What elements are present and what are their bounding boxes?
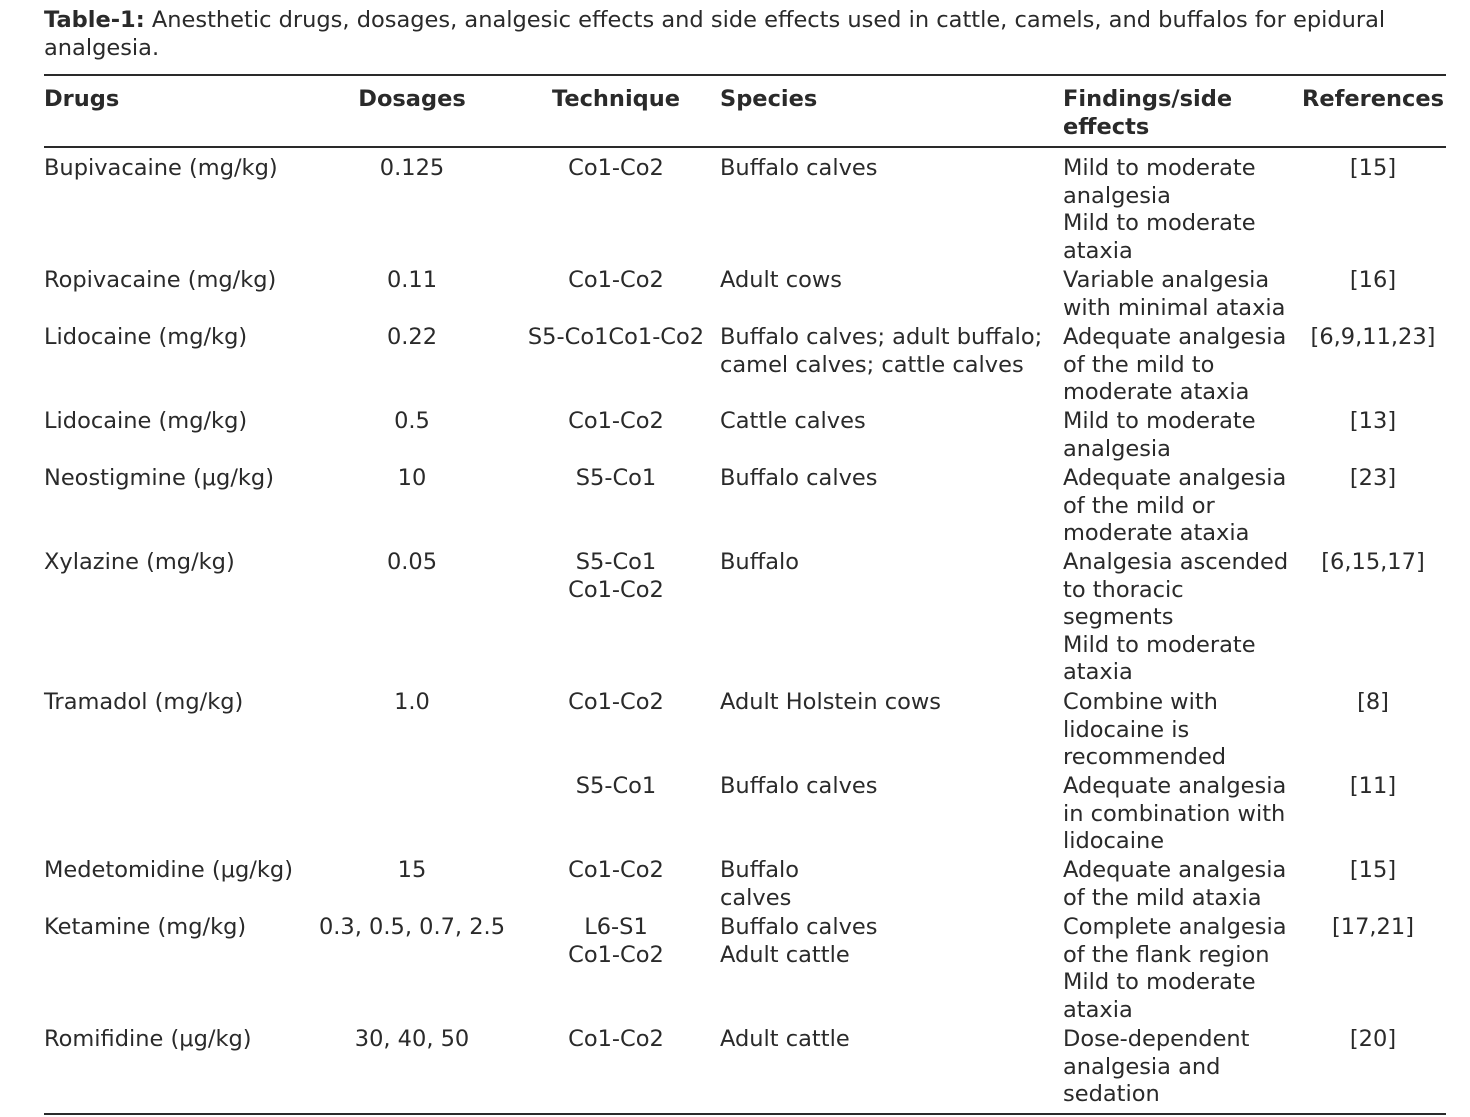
cell-species: Adult cows — [720, 267, 843, 293]
cell-reference: [15] — [1349, 155, 1397, 181]
cell-technique: Co1-Co2 — [568, 267, 664, 293]
cell-technique: Co1-Co2 — [568, 857, 664, 883]
cell-species: Buffalo calves — [720, 155, 878, 181]
cell-reference: [17,21] — [1332, 914, 1414, 940]
table-caption — [44, 6, 1444, 62]
cell-findings: Mild to moderate analgesia — [1063, 408, 1256, 462]
top-rule — [44, 74, 1446, 76]
header-references: References — [1302, 86, 1444, 112]
cell-drug: Medetomidine (μg/kg) — [44, 857, 293, 883]
cell-dosage: 0.3, 0.5, 0.7, 2.5 — [318, 914, 506, 940]
cell-species: Buffalo calves; adult buffalo; camel calves; cattle calves — [720, 324, 1043, 378]
cell-reference: [8] — [1357, 689, 1389, 715]
cell-findings: Dose-dependent analgesia and sedation — [1063, 1026, 1250, 1108]
cell-dosage: 30, 40, 50 — [354, 1026, 470, 1052]
cell-species: Buffalo calves — [720, 773, 878, 799]
cell-drug: Neostigmine (μg/kg) — [44, 465, 274, 491]
cell-reference: [6,9,11,23] — [1310, 324, 1436, 350]
header-technique: Technique — [551, 86, 681, 112]
cell-dosage: 0.11 — [386, 267, 438, 293]
cell-dosage: 10 — [397, 465, 427, 491]
bottom-rule — [44, 1113, 1446, 1115]
cell-technique: S5-Co1 — [575, 773, 657, 799]
cell-drug: Lidocaine (mg/kg) — [44, 408, 248, 434]
cell-technique: S5-Co1 Co1-Co2 — [568, 549, 664, 603]
cell-findings: Adequate analgesia of the mild to moderate ataxia — [1063, 324, 1287, 406]
cell-findings: Mild to moderate analgesia Mild to moderate ataxia — [1063, 155, 1256, 264]
cell-reference: [15] — [1349, 857, 1397, 883]
caption-text: Anesthetic drugs, dosages, analgesic effects and side effects used in cattle, camels, and buffalos for epidural analgesia. — [44, 7, 1386, 61]
cell-drug: Romifidine (μg/kg) — [44, 1026, 252, 1052]
cell-dosage: 0.125 — [379, 155, 445, 181]
cell-technique: Co1-Co2 — [568, 408, 664, 434]
header-species: Species — [720, 86, 818, 112]
caption-label: Table-1: — [44, 7, 145, 33]
cell-technique: S5-Co1Co1-Co2 — [527, 324, 705, 350]
cell-reference: [13] — [1349, 408, 1397, 434]
cell-species: Buffalo calves — [720, 857, 800, 911]
cell-findings: Combine with lidocaine is recommended — [1063, 689, 1227, 771]
cell-technique: Co1-Co2 — [568, 1026, 664, 1052]
cell-species: Adult cattle — [720, 1026, 850, 1052]
cell-technique: L6-S1 Co1-Co2 — [568, 914, 664, 968]
cell-technique: Co1-Co2 — [568, 689, 664, 715]
cell-drug: Ropivacaine (mg/kg) — [44, 267, 277, 293]
cell-dosage: 15 — [397, 857, 427, 883]
cell-findings: Complete analgesia of the flank region Mild to moderate ataxia — [1063, 914, 1287, 1023]
cell-findings: Adequate analgesia in combination with lidocaine — [1063, 773, 1287, 855]
cell-dosage: 1.0 — [394, 689, 430, 715]
header-drugs: Drugs — [44, 86, 120, 112]
cell-species: Buffalo calves Adult cattle — [720, 914, 878, 968]
cell-reference: [6,15,17] — [1321, 549, 1425, 575]
cell-technique: Co1-Co2 — [568, 155, 664, 181]
cell-drug: Lidocaine (mg/kg) — [44, 324, 248, 350]
cell-species: Cattle calves — [720, 408, 866, 434]
cell-findings: Analgesia ascended to thoracic segments Mild to moderate ataxia — [1063, 549, 1289, 686]
cell-drug: Ketamine (mg/kg) — [44, 914, 247, 940]
header-dosages: Dosages — [358, 86, 466, 112]
cell-reference: [11] — [1349, 773, 1397, 799]
cell-findings: Adequate analgesia of the mild ataxia — [1063, 857, 1287, 911]
header-findings: Findings/side effects — [1063, 86, 1233, 140]
cell-species: Buffalo — [720, 549, 800, 575]
cell-species: Adult Holstein cows — [720, 689, 942, 715]
cell-reference: [20] — [1349, 1026, 1397, 1052]
cell-findings: Variable analgesia with minimal ataxia — [1063, 267, 1286, 321]
cell-drug: Bupivacaine (mg/kg) — [44, 155, 278, 181]
cell-findings: Adequate analgesia of the mild or moderate ataxia — [1063, 465, 1287, 547]
cell-dosage: 0.22 — [386, 324, 438, 350]
cell-technique: S5-Co1 — [575, 465, 657, 491]
cell-dosage: 0.5 — [394, 408, 430, 434]
cell-species: Buffalo calves — [720, 465, 878, 491]
header-rule — [44, 146, 1446, 148]
cell-drug: Xylazine (mg/kg) — [44, 549, 235, 575]
cell-dosage: 0.05 — [386, 549, 438, 575]
cell-reference: [23] — [1349, 465, 1397, 491]
cell-drug: Tramadol (mg/kg) — [44, 689, 244, 715]
cell-reference: [16] — [1349, 267, 1397, 293]
